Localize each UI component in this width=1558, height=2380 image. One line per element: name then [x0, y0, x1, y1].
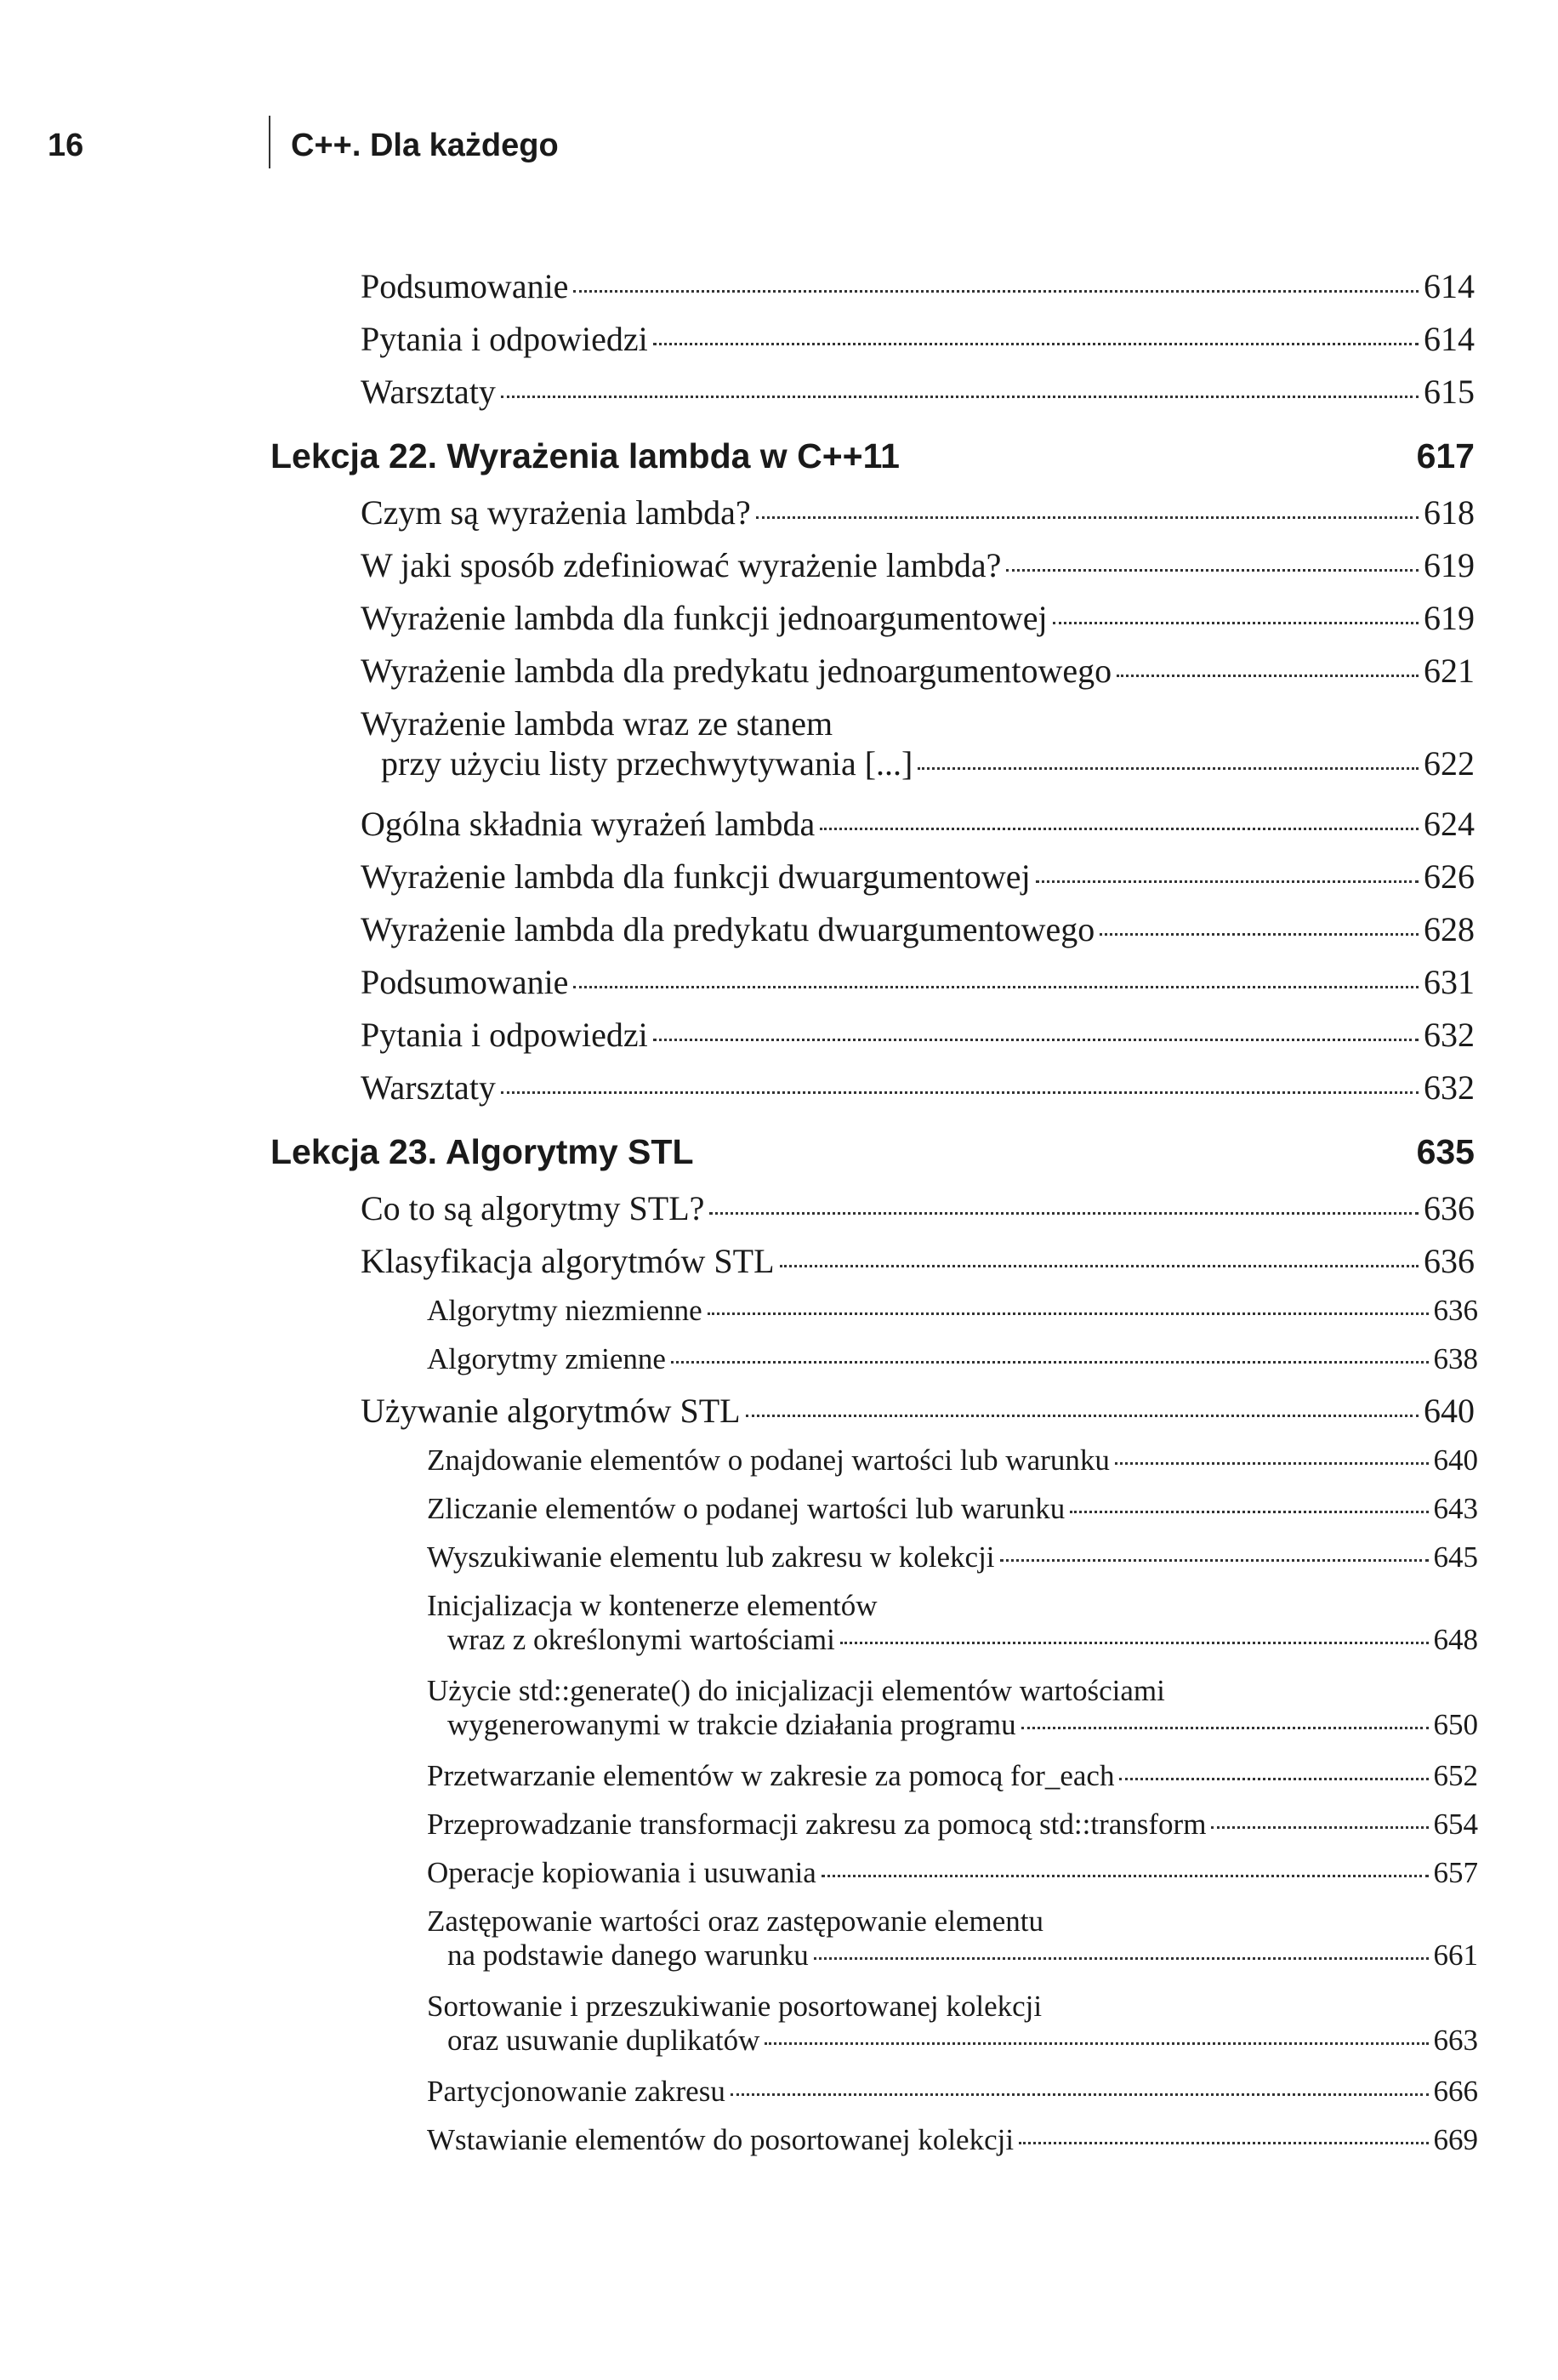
toc-entry-page: 636 — [1424, 1189, 1475, 1227]
toc-entry-page: 628 — [1424, 910, 1475, 948]
toc-entry-page: 636 — [1433, 1294, 1478, 1327]
toc-entry-title: Zliczanie elementów o podanej wartości lub warunku — [427, 1492, 1066, 1525]
page-header — [0, 128, 1558, 179]
toc-entry — [361, 909, 1475, 962]
toc-entry-title: Wyrażenie lambda dla funkcji dwuargumentowej — [361, 857, 1031, 896]
toc-entry-page: 657 — [1433, 1856, 1478, 1889]
toc-chapter — [270, 1120, 1475, 1188]
toc-entry-title: Klasyfikacja algorytmów STL — [361, 1242, 775, 1280]
toc-entry-title: Przeprowadzanie transformacji zakresu za pomocą std::transform — [427, 1808, 1207, 1841]
dot-leader — [731, 2093, 1429, 2096]
toc-entry-title: Wyrażenie lambda dla funkcji jednoargumentowej — [361, 599, 1048, 637]
dot-leader — [1021, 1727, 1429, 1729]
dot-leader — [814, 1957, 1429, 1960]
toc-entry — [361, 962, 1475, 1015]
dot-leader — [709, 1212, 1419, 1215]
toc-entry-continuation — [361, 743, 1475, 783]
toc-subentry — [427, 2075, 1478, 2123]
toc-entry-page: 650 — [1433, 1708, 1478, 1741]
toc-entry-page: 645 — [1433, 1540, 1478, 1574]
toc-entry-title: Warsztaty — [361, 1068, 496, 1107]
toc-entry-page: 648 — [1433, 1623, 1478, 1656]
toc-entry-page: 654 — [1433, 1808, 1478, 1841]
toc-entry-page: 624 — [1424, 805, 1475, 843]
toc-subentry — [427, 1808, 1478, 1856]
toc-entry-page: 622 — [1424, 744, 1475, 783]
toc-entry — [361, 598, 1475, 651]
toc-entry-title: Wyrażenie lambda dla predykatu jednoargumentowego — [361, 652, 1112, 690]
toc-entry-continuation — [427, 1708, 1478, 1742]
toc-entry — [361, 1241, 1475, 1294]
toc-entry-page: 669 — [1433, 2123, 1478, 2156]
toc-entry-page: 631 — [1424, 963, 1475, 1001]
dot-leader — [671, 1361, 1429, 1364]
toc-entry — [361, 266, 1475, 319]
toc-entry-title: Czym są wyrażenia lambda? — [361, 493, 751, 532]
toc-entry-page: 661 — [1433, 1939, 1478, 1972]
toc-entry — [361, 545, 1475, 598]
dot-leader — [1000, 1559, 1429, 1562]
chapter-title: Lekcja 22. Wyrażenia lambda w C++11 — [270, 436, 900, 475]
toc-entry-page: 614 — [1424, 320, 1475, 358]
toc-entry-page: 652 — [1433, 1759, 1478, 1792]
toc-subentry — [427, 1540, 1478, 1589]
toc-entry-page: 640 — [1424, 1392, 1475, 1430]
toc-entry-title: Inicjalizacja w kontenerze elementów — [427, 1589, 878, 1622]
dot-leader — [1117, 675, 1419, 677]
chapter-title: Lekcja 23. Algorytmy STL — [270, 1132, 694, 1171]
toc-entry-page: 626 — [1424, 857, 1475, 896]
toc-entry-page: 663 — [1433, 2024, 1478, 2057]
header-divider — [269, 116, 270, 168]
toc-entry-page: 636 — [1424, 1242, 1475, 1280]
toc-subentry — [427, 2123, 1478, 2172]
toc-subentry — [427, 1674, 1478, 1759]
toc-entry-title: Pytania i odpowiedzi — [361, 320, 648, 358]
toc-subentry — [427, 1759, 1478, 1808]
toc-entry-title: Zastępowanie wartości oraz zastępowanie elementu — [427, 1905, 1043, 1938]
toc-entry-page: 638 — [1433, 1342, 1478, 1375]
toc-entry-title: Sortowanie i przeszukiwanie posortowanej kolekcji — [427, 1990, 1043, 2023]
toc-entry — [361, 493, 1475, 545]
toc-entry-title: Ogólna składnia wyrażeń lambda — [361, 805, 816, 843]
dot-leader — [1036, 880, 1419, 883]
dot-leader — [653, 343, 1419, 345]
toc-entry-page: 614 — [1424, 267, 1475, 305]
toc-entry — [361, 1188, 1475, 1241]
toc-entry-page: 632 — [1424, 1068, 1475, 1107]
toc-entry — [361, 804, 1475, 857]
toc-entry-title-cont: wraz z określonymi wartościami — [447, 1623, 835, 1656]
toc-entry-title-cont: przy użyciu listy przechwytywania [...] — [381, 744, 913, 783]
dot-leader — [1070, 1511, 1428, 1513]
toc-subentry — [427, 1492, 1478, 1540]
toc-entry — [361, 651, 1475, 703]
toc-entry-page: 618 — [1424, 493, 1475, 532]
toc-entry-title: Znajdowanie elementów o podanej wartości lub warunku — [427, 1443, 1110, 1477]
dot-leader — [822, 1875, 1429, 1877]
toc-entry-page: 619 — [1424, 599, 1475, 637]
toc-entry-title: Operacje kopiowania i usuwania — [427, 1856, 816, 1889]
dot-leader — [1211, 1826, 1428, 1829]
toc-entry-continuation — [427, 1623, 1478, 1657]
toc-entry-page: 615 — [1424, 373, 1475, 411]
dot-leader — [1119, 1778, 1428, 1780]
toc-entry-page: 619 — [1424, 546, 1475, 584]
toc-subentry — [427, 1589, 1478, 1674]
toc-subentry — [427, 1905, 1478, 1990]
toc-entry — [361, 857, 1475, 909]
toc-entry-title: Co to są algorytmy STL? — [361, 1189, 705, 1227]
toc-subentry — [427, 1856, 1478, 1905]
toc-entry-title: Użycie std::generate() do inicjalizacji elementów wartościami — [427, 1674, 1165, 1707]
table-of-contents — [0, 266, 1558, 2172]
toc-entry-page: 640 — [1433, 1443, 1478, 1477]
dot-leader — [820, 828, 1419, 830]
toc-chapter — [270, 424, 1475, 493]
toc-entry-title: Podsumowanie — [361, 267, 569, 305]
dot-leader — [1006, 569, 1419, 572]
chapter-page: 617 — [1416, 436, 1475, 475]
toc-entry-title: Przetwarzanie elementów w zakresie za pomocą for_each — [427, 1759, 1115, 1792]
toc-entry-title: Wyrażenie lambda dla predykatu dwuargumentowego — [361, 910, 1095, 948]
dot-leader — [840, 1642, 1429, 1644]
dot-leader — [765, 2042, 1428, 2045]
toc-entry-title: Wyszukiwanie elementu lub zakresu w kolekcji — [427, 1540, 995, 1574]
toc-entry — [361, 1391, 1475, 1443]
toc-entry-continuation — [427, 1939, 1478, 1973]
toc-subentry — [427, 1342, 1478, 1391]
toc-subentry — [427, 1294, 1478, 1342]
toc-entry-title: Warsztaty — [361, 373, 496, 411]
toc-entry-page: 643 — [1433, 1492, 1478, 1525]
toc-subentry — [427, 1443, 1478, 1492]
page-number: 16 — [48, 128, 84, 163]
toc-entry-continuation — [427, 2024, 1478, 2058]
dot-leader — [501, 396, 1419, 398]
toc-entry — [361, 1068, 1475, 1120]
toc-entry — [361, 372, 1475, 424]
toc-entry-page: 621 — [1424, 652, 1475, 690]
dot-leader — [780, 1265, 1419, 1267]
toc-entry-title: Pytania i odpowiedzi — [361, 1016, 648, 1054]
toc-entry — [361, 703, 1475, 804]
dot-leader — [746, 1415, 1419, 1417]
toc-entry-title: Wstawianie elementów do posortowanej kolekcji — [427, 2123, 1015, 2156]
toc-entry-page: 632 — [1424, 1016, 1475, 1054]
dot-leader — [1100, 933, 1419, 936]
dot-leader — [573, 986, 1419, 988]
toc-subentry — [427, 1990, 1478, 2075]
dot-leader — [501, 1091, 1419, 1094]
toc-entry — [361, 1015, 1475, 1068]
toc-entry-title: W jaki sposób zdefiniować wyrażenie lambda? — [361, 546, 1002, 584]
dot-leader — [1053, 622, 1419, 624]
toc-entry — [361, 319, 1475, 372]
toc-entry-title: Podsumowanie — [361, 963, 569, 1001]
toc-entry-title: Używanie algorytmów STL — [361, 1392, 741, 1430]
dot-leader — [708, 1312, 1429, 1315]
dot-leader — [573, 290, 1419, 293]
book-title: C++. Dla każdego — [291, 128, 559, 163]
toc-entry-title-cont: na podstawie danego warunku — [447, 1939, 809, 1972]
toc-entry-title-cont: wygenerowanymi w trakcie działania programu — [447, 1708, 1016, 1741]
toc-entry-title: Algorytmy zmienne — [427, 1342, 666, 1375]
toc-entry-page: 666 — [1433, 2075, 1478, 2108]
dot-leader — [918, 767, 1419, 770]
toc-entry-title: Partycjonowanie zakresu — [427, 2075, 725, 2108]
dot-leader — [1019, 2142, 1428, 2144]
dot-leader — [653, 1039, 1419, 1041]
chapter-page: 635 — [1416, 1132, 1475, 1171]
dot-leader — [756, 516, 1419, 519]
toc-entry-title: Algorytmy niezmienne — [427, 1294, 702, 1327]
toc-entry-title-cont: oraz usuwanie duplikatów — [447, 2024, 760, 2057]
toc-entry-title: Wyrażenie lambda wraz ze stanem — [361, 704, 833, 743]
dot-leader — [1115, 1462, 1429, 1465]
